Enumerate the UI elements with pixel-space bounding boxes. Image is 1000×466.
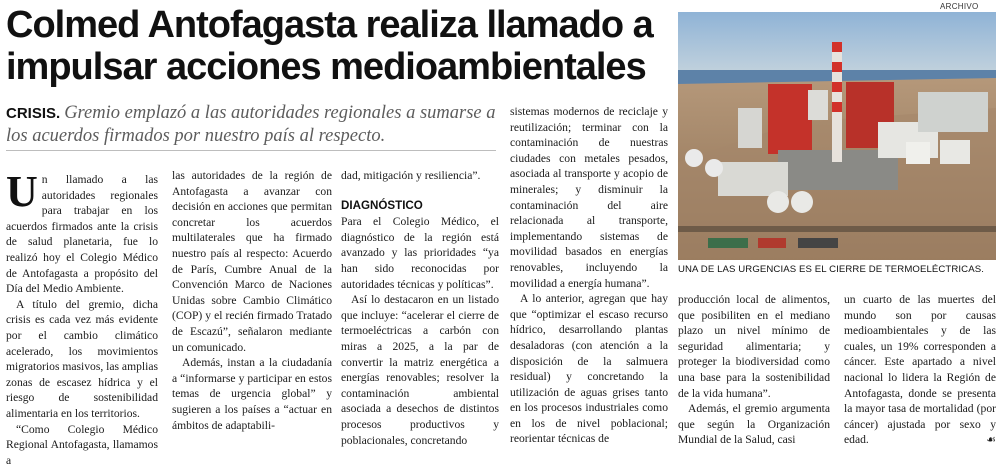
drop-cap: U (6, 167, 38, 216)
divider (6, 150, 496, 151)
article-column-4 (510, 104, 668, 447)
kicker: CRISIS. (6, 105, 61, 122)
headline-line-1: Colmed Antofagasta realiza llamado a (6, 4, 653, 46)
power-plant-photo (678, 12, 996, 260)
paragraph-text: n llamado a las autoridades regionales para trabajar en los acuerdos firmados ante la crisis de salud planetaria, fue lo realizó hoy el Colegio Médico de Antofagasta a propósito del Día del Medio Ambiente. (6, 173, 158, 296)
paragraph: las autoridades de la región de Antofagasta a avanzar con decisión en acciones que permitan concretar los acuerdos multilaterales que ha firmado nuestro país al respecto: Acuerdo de París, Cumbre Anual de la Convención Marco de Naciones Unidas sobre Cambio Climático (COP) y el recién firmado Tratado de Escazú”, señalaron mediante un comunicado. (172, 169, 332, 354)
paragraph (844, 292, 996, 448)
paragraph: Además, el gremio argumenta que según la Organización Mundial de la Salud, casi (678, 402, 830, 447)
photo-illustration (678, 12, 996, 260)
paragraph: Para el Colegio Médico, el diagnóstico de la región está avanzado y las prioridades “ya han sido reconocidas por autoridades técnicas y políticas”. (341, 215, 499, 291)
end-mark-icon: ☙ (986, 433, 996, 447)
article-column-1 (6, 167, 158, 466)
paragraph-text: un cuarto de las muertes del mundo son por causas medioambientales y de las cuales, un 19% corresponden a cáncer. Este apartado a nivel nacional lo lidera la Región de Antofagasta, donde se presenta la mayor tasa de mortalidad (por cáncer) ajustada por sexo y edad. (844, 293, 996, 447)
article-column-2 (172, 168, 332, 433)
headline (6, 4, 666, 88)
paragraph: A título del gremio, dicha crisis es cada vez más evidente por el cambio climático acelerado, los movimientos migratorios masivos, las amplias zonas de escasez hídrica y el riesgo de sostenibilidad alimentaria en los territorios. (6, 297, 158, 420)
paragraph: producción local de alimentos, que posibiliten en el mediano plazo un nivel mínimo de seguridad alimentaria; y proteger la biodiversidad como una base para la sostenibilidad de la vida humana”. (678, 293, 830, 400)
paragraph: Además, instan a la ciudadanía a “informarse y participar en estos temas de urgencia global” y sugieren a los países a “actuar en ámbitos de adaptabili- (172, 356, 332, 432)
paragraph: “Como Colegio Médico Regional Antofagasta, llamamos a (6, 422, 158, 466)
headline-line-2: impulsar acciones medioambientales (6, 46, 646, 88)
deck (6, 102, 496, 147)
paragraph (6, 167, 158, 297)
deck-text: Gremio emplazó a las autoridades regionales a sumarse a los acuerdos firmados por nuestro país al respecto. (6, 103, 496, 146)
article-column-5 (678, 292, 830, 448)
photo-credit: ARCHIVO (940, 2, 979, 11)
photo-caption: UNA DE LAS URGENCIAS ES EL CIERRE DE TERMOELÉCTRICAS. (678, 264, 984, 275)
paragraph: dad, mitigación y resiliencia”. (341, 169, 481, 182)
article-column-3 (341, 168, 499, 448)
subheading: DIAGNÓSTICO (341, 198, 423, 212)
paragraph: Así lo destacaron en un listado que incluye: “acelerar el cierre de termoeléctricas a carbón con miras a 2025, a la par de convertir la matriz energética a energías renovables; resolver la contaminación ambiental asociada a desechos de distintos procesos productivos y poblacionales, concretando (341, 293, 499, 447)
paragraph: sistemas modernos de reciclaje y reutilización; terminar con la contaminación de nuestras ciudades con metales pesados, asociada al transporte y acopio de minerales; y disminuir la contaminación del aire relacionada al transporte, implementando sistemas de movilidad basados en energías renovables, incluyendo la movilidad a energía humana”. (510, 105, 668, 290)
paragraph: A lo anterior, agregan que hay que “optimizar el escaso recurso hídrico, desarrollando plantas desaladoras (con atención a la disposición de la salmuera residual) y concretando la utilización de aguas grises tanto en los procesos industriales como en los de nivel poblacional; reorientar técnicas de (510, 292, 668, 446)
article-column-6 (844, 292, 996, 448)
